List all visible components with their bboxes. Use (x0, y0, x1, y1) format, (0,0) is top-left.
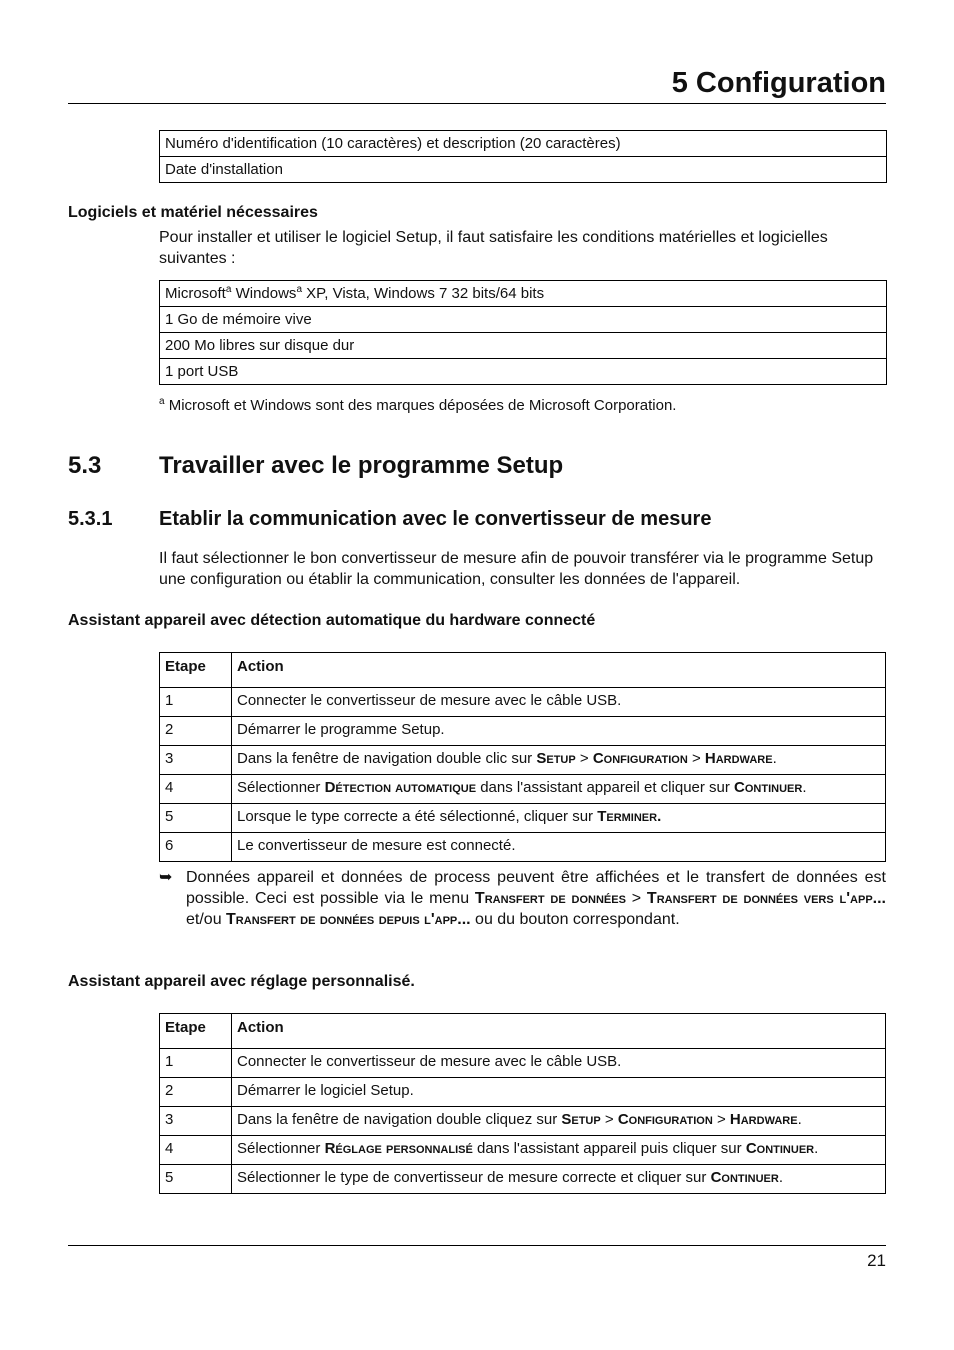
table-cell: Date d'installation (160, 157, 887, 183)
table-row (160, 281, 887, 307)
subsection-title: Etablir la communication avec le convertisseur de mesure (159, 508, 712, 530)
action-text: > (712, 1111, 730, 1128)
trademark-mark: a (225, 284, 232, 295)
action-text: dans l'assistant appareil puis cliquer sur (472, 1140, 746, 1157)
footnote-text: Microsoft et Windows sont des marques déposées de Microsoft Corporation. (168, 397, 677, 414)
menu-path-item: Hardware (704, 750, 773, 767)
result-text: ou du bouton correspondant. (470, 911, 680, 928)
action-text: Dans la fenêtre de navigation double clic sur (237, 750, 537, 767)
step-action: Connecter le convertisseur de mesure avec le câble USB. (232, 1049, 886, 1078)
menu-path-item: Setup (536, 750, 576, 767)
requirements-heading: Logiciels et matériel nécessaires (68, 204, 318, 221)
table-row (160, 1107, 886, 1136)
subsection-number: 5.3.1 (68, 508, 113, 530)
menu-path-item: Setup (561, 1111, 601, 1128)
action-text: > (687, 750, 705, 767)
step-number: 6 (160, 833, 232, 862)
step-number: 1 (160, 688, 232, 717)
step-number: 3 (160, 1107, 232, 1136)
action-text: . (802, 779, 807, 796)
os-text-3: XP, Vista, Windows 7 32 bits/64 bits (302, 285, 545, 302)
button-name: Continuer (710, 1169, 779, 1186)
menu-path-item: Transfert de données depuis l'app... (226, 911, 471, 928)
option-name: Détection automatique (324, 779, 477, 796)
step-number: 4 (160, 1136, 232, 1165)
action-text: Sélectionner le type de convertisseur de mesure correcte et cliquer sur (237, 1169, 711, 1186)
button-name: Continuer (745, 1140, 815, 1157)
table-header-row (160, 653, 886, 688)
footnote-mark: a (159, 396, 165, 407)
step-action (232, 746, 886, 775)
column-header-step: Etape (160, 1014, 232, 1049)
section-number: 5.3 (68, 452, 102, 479)
button-name: Continuer (734, 779, 803, 796)
step-number: 2 (160, 1078, 232, 1107)
step-action (232, 1165, 886, 1194)
action-text: dans l'assistant appareil et cliquer sur (476, 779, 735, 796)
action-text: . (814, 1140, 819, 1157)
table-header-row (160, 1014, 886, 1049)
custom-assistant-heading: Assistant appareil avec réglage personnalisé. (68, 973, 415, 990)
step-number: 5 (160, 1165, 232, 1194)
action-text: . (772, 750, 777, 767)
trademark-mark: a (296, 284, 302, 295)
step-number: 5 (160, 804, 232, 833)
menu-path-item: Configuration (617, 1111, 713, 1128)
menu-path-item: Transfert de données (474, 890, 626, 907)
action-text: > (575, 750, 593, 767)
action-text: Sélectionner (237, 779, 325, 796)
action-text: Lorsque le type correcte a été sélectionné, cliquer sur (237, 808, 598, 825)
footnote (159, 397, 676, 415)
table-row (160, 775, 886, 804)
step-action: Connecter le convertisseur de mesure avec le câble USB. (232, 688, 886, 717)
option-name: Réglage personnalisé (324, 1140, 473, 1157)
requirements-table (159, 280, 887, 385)
identification-table (159, 130, 887, 183)
table-row (160, 307, 887, 333)
os-text-2: Windows (231, 285, 297, 302)
step-action: Le convertisseur de mesure est connecté. (232, 833, 886, 862)
action-text: . (797, 1111, 802, 1128)
menu-path-item: Hardware (729, 1111, 798, 1128)
menu-path-item: Transfert de données vers l'app... (646, 890, 887, 907)
action-text: Sélectionner (237, 1140, 325, 1157)
step-number: 4 (160, 775, 232, 804)
chapter-title: 5 Configuration (671, 67, 886, 99)
auto-assistant-heading: Assistant appareil avec détection automatique du hardware connecté (68, 612, 596, 629)
table-row (160, 804, 886, 833)
subsection-paragraph: Il faut sélectionner le bon convertisseur de mesure afin de pouvoir transférer via le programme Setup une configuration ou établir la communication, consulter les données de l'appareil. (159, 550, 874, 588)
table-row (160, 157, 887, 183)
header-rule (68, 103, 886, 104)
step-number: 3 (160, 746, 232, 775)
section-title: Travailler avec le programme Setup (159, 452, 564, 479)
page-number: 21 (867, 1251, 886, 1270)
table-row (160, 833, 886, 862)
table-row (160, 333, 887, 359)
requirements-intro: Pour installer et utiliser le logiciel Setup, il faut satisfaire les conditions matérielles et logicielles suivantes : (159, 229, 828, 267)
footer-rule (68, 1245, 886, 1246)
table-row (160, 359, 887, 385)
table-cell: 200 Mo libres sur disque dur (160, 333, 887, 359)
result-paragraph (186, 867, 886, 930)
step-action (232, 1107, 886, 1136)
table-cell (160, 281, 887, 307)
step-number: 1 (160, 1049, 232, 1078)
result-text: > (625, 890, 647, 907)
action-text: > (600, 1111, 618, 1128)
table-cell: 1 port USB (160, 359, 887, 385)
table-row (160, 746, 886, 775)
button-name: Terminer. (597, 808, 662, 825)
os-text-1: Microsoft (165, 285, 226, 302)
table-row (160, 717, 886, 746)
step-number: 2 (160, 717, 232, 746)
table-row (160, 1165, 886, 1194)
result-text: et/ou (186, 911, 227, 928)
column-header-step: Etape (160, 653, 232, 688)
step-action (232, 804, 886, 833)
result-text: Données appareil et données de process peuvent être affichées et le transfert de données est possible. Ceci est possible via le menu (186, 869, 886, 907)
table-cell: Numéro d'identification (10 caractères) et description (20 caractères) (160, 131, 887, 157)
auto-assistant-table (159, 652, 886, 862)
table-row (160, 1049, 886, 1078)
table-row (160, 1136, 886, 1165)
step-action: Démarrer le logiciel Setup. (232, 1078, 886, 1107)
custom-assistant-table (159, 1013, 886, 1194)
result-arrow-icon: ➥ (159, 869, 173, 886)
action-text: Dans la fenêtre de navigation double cliquez sur (237, 1111, 562, 1128)
column-header-action: Action (232, 653, 886, 688)
table-cell: 1 Go de mémoire vive (160, 307, 887, 333)
action-text: . (778, 1169, 784, 1186)
step-action: Démarrer le programme Setup. (232, 717, 886, 746)
column-header-action: Action (232, 1014, 886, 1049)
table-row (160, 1078, 886, 1107)
table-row (160, 688, 886, 717)
menu-path-item: Configuration (592, 750, 688, 767)
table-row (160, 131, 887, 157)
step-action (232, 1136, 886, 1165)
step-action (232, 775, 886, 804)
